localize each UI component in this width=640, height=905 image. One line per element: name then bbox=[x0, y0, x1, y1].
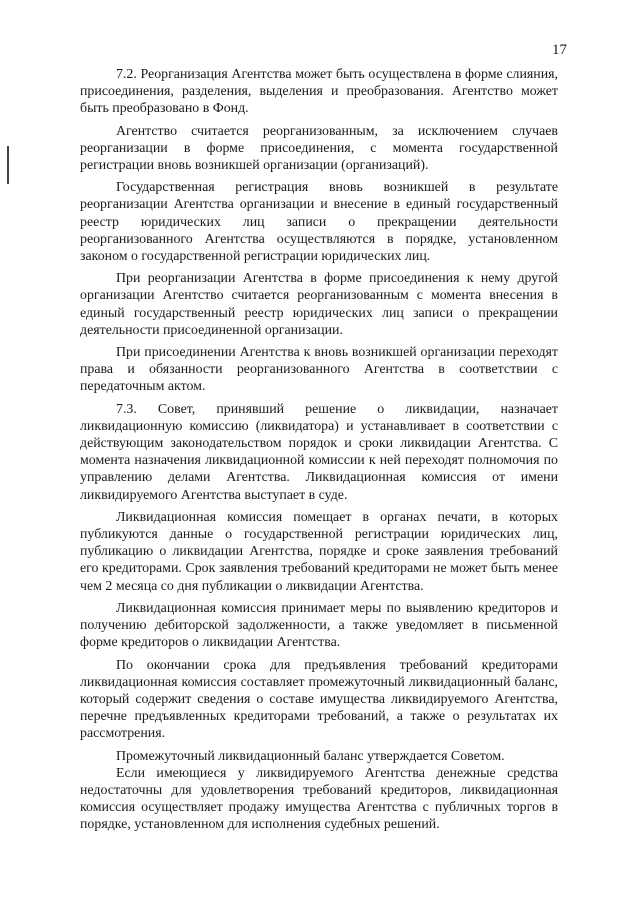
paragraph: Ликвидационная комиссия принимает меры по выявлению кредиторов и получению дебиторской задолженности, а также уведомляет в письменной форме кредиторов о ликвидации Агентства. bbox=[80, 600, 558, 651]
paragraph-7-3: 7.3. Совет, принявший решение о ликвидации, назначает ликвидационную комиссию (ликвидатора) и устанавливает в соответствии с действующим законодательством порядок и сроки ликвидации Агентства. С момента назначения ликвидационной комиссии к ней переходят полномочия по управлению делами Агентства. Ликвидационная комиссия от имени ликвидируемого Агентства выступает в суде. bbox=[80, 401, 558, 503]
paragraph-7-2: 7.2. Реорганизация Агентства может быть осуществлена в форме слияния, присоединения, разделения, выделения и преобразования. Агентство может быть преобразовано в Фонд. bbox=[80, 67, 558, 117]
scan-margin-mark bbox=[7, 146, 9, 184]
page-number: 17 bbox=[552, 42, 567, 58]
paragraph: Государственная регистрация вновь возникшей в результате реорганизации Агентства организации и внесение в единый государственный реестр юридических лиц записи о прекращении деятельности реорганизованного Агентства осуществляются в порядке, установленном законом о государственной регистрации юридических лиц. bbox=[80, 180, 558, 265]
paragraph: Промежуточный ликвидационный баланс утверждается Советом. bbox=[116, 748, 505, 764]
paragraph: Агентство считается реорганизованным, за исключением случаев реорганизации в форме присоединения, с момента государственной регистрации вновь возникшей организации (организаций). bbox=[80, 123, 558, 174]
document-body bbox=[80, 66, 558, 839]
paragraph: При присоединении Агентства к вновь возникшей организации переходят права и обязанности реорганизованного Агентства в соответствии с передаточным актом. bbox=[80, 345, 558, 395]
paragraph: При реорганизации Агентства в форме присоединения к нему другой организации Агентство считается реорганизованным с момента внесения в единый государственный реестр юридических лиц записи о прекращении деятельности присоединенной организации. bbox=[80, 271, 558, 338]
paragraph: Если имеющиеся у ликвидируемого Агентства денежные средства недостаточны для удовлетворения требований кредиторов, ликвидационная комиссия осуществляет продажу имущества Агентства с публичных торгов в порядке, установленном для исполнения судебных решений. bbox=[80, 765, 558, 833]
paragraph: По окончании срока для предъявления требований кредиторами ликвидационная комиссия составляет промежуточный ликвидационный баланс, который содержит сведения о составе имущества ликвидируемого Агентства, перечне предъявленных кредиторами требований, а также о результатах их рассмотрения. bbox=[80, 657, 558, 742]
paragraph: Ликвидационная комиссия помещает в органах печати, в которых публикуются данные о государственной регистрации юридических лиц, публикацию о ликвидации Агентства, порядке и сроке заявления требований его кредиторами. Срок заявления требований кредиторами не может быть менее чем 2 месяца со дня публикации о ликвидации Агентства. bbox=[80, 509, 558, 594]
